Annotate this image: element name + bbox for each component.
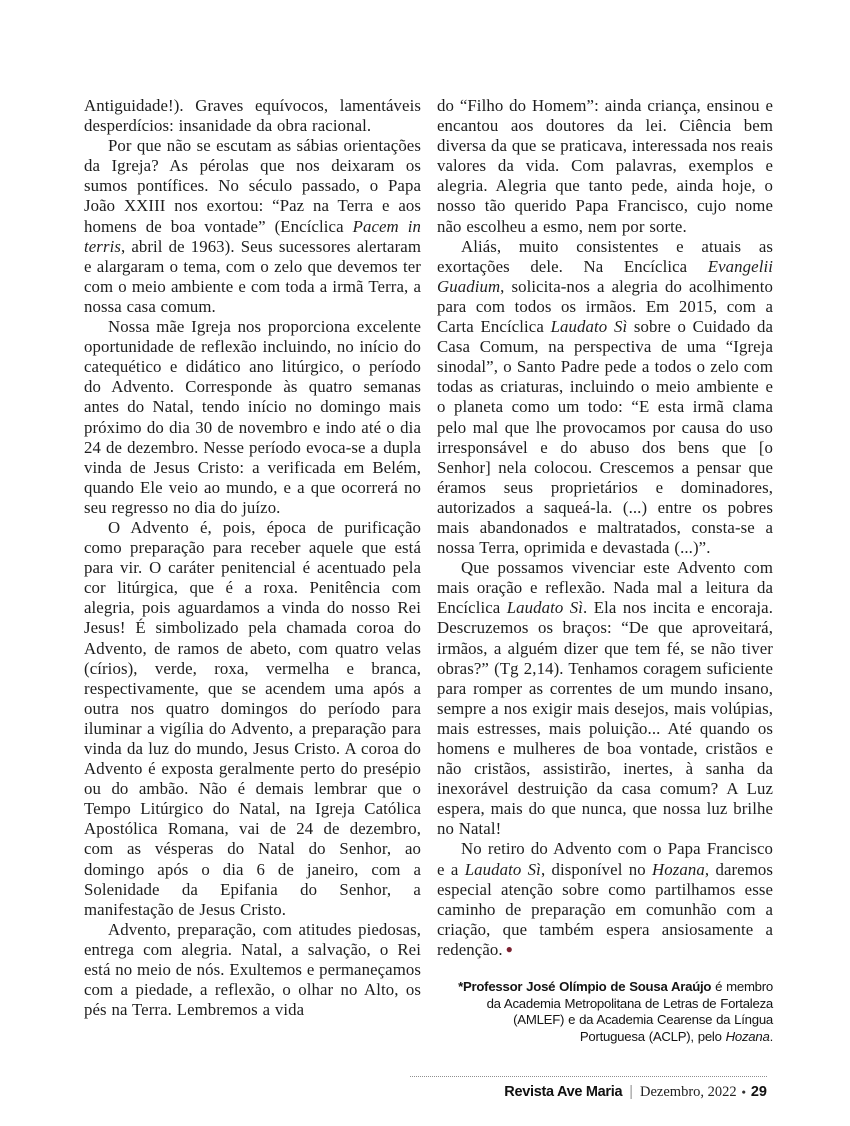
text-run: Hozana (725, 1028, 770, 1044)
text-run: . Ela nos incita e encoraja. Descruzemos os braços: “De que aproveitará, irmãos, a alguém dizer que tem fé, se não tiver obras?” (Tg 2,14). Tenhamos coragem suficiente para romper as correntes de um mundo insano, sempre a nos exigir mais desejos, mais volúpias, mais estresses, mais poluição... Até quando os homens e mulheres de boa vontade, cristãos e não cristãos, assistirão, inertes, à sanha da inexorável destruição da casa comum? A Luz espera, mais do que nunca, que nossa luz brilhe no Natal! (437, 598, 773, 839)
right-column-paragraphs (437, 96, 773, 961)
paragraph (437, 839, 773, 961)
paragraph (437, 237, 773, 559)
text-run: Pacem in terris (84, 216, 421, 256)
text-run: *Professor José Olímpio de Sousa Araújo (458, 979, 712, 995)
author-footnote (437, 979, 773, 1045)
paragraph (437, 558, 773, 839)
footer-dot: • (741, 1085, 746, 1099)
text-run: Evangelii Guadium (437, 256, 773, 296)
text-run: Laudato Sì (550, 317, 628, 337)
footer-separator: | (629, 1084, 634, 1100)
paragraph (84, 518, 421, 920)
magazine-name: Revista Ave Maria (504, 1084, 623, 1100)
text-run: Aliás, muito consistentes e atuais as exortações dele. Na Encíclica (437, 236, 773, 276)
end-dot: ● (505, 942, 514, 957)
page-number: 29 (750, 1084, 767, 1100)
paragraph (84, 317, 421, 518)
text-run: No retiro do Advento com o Papa Francisco e a (437, 839, 773, 879)
page-footer (410, 1084, 767, 1101)
paragraph (437, 96, 773, 237)
text-run: do “Filho do Homem”: ainda criança, ensinou e encantou aos doutores da lei. Ciência bem diversa da que se praticava, interessada nos reais valores da vida. Com palavras, exemplos e alegria. Alegria que tanto pede, ainda hoje, o nosso tão querido Papa Francisco, cujo nome não escolheu a esmo, nem por sorte. (437, 96, 773, 236)
text-run: , daremos especial atenção sobre como partilhamos esse caminho de preparação em comunhão com a criação, que também espera ansiosamente a redenção. (437, 859, 774, 959)
text-run: sobre o Cuidado da Casa Comum, na perspectiva de uma “Igreja sinodal”, o Santo Padre pede a todos o zelo com todas as criaturas, incluindo o meio ambiente e o planeta como um todo: “E esta irmã clama pelo mal que lhe provocamos por causa do uso irresponsável e do abuso dos bens que [o Senhor] nela colocou. Crescemos a pensar que éramos seus proprietários e dominadores, autorizados a saqueá-la. (...) entre os pobres mais abandonados e maltratados, consta-se a nossa Terra, oprimida e devastada (...)”. (437, 317, 773, 558)
text-run: é membro da Academia Metropolitana de Letras de Fortaleza (AMLEF) e da Academia Cearense da Língua Portuguesa (ACLP), pelo (486, 979, 773, 1044)
text-run: , solicita-nos a alegria do acolhimento para com todos os irmãos. Em 2015, com a Carta Encíclica (437, 276, 773, 337)
text-run: . (769, 1028, 773, 1044)
paragraph (84, 96, 421, 136)
paragraph (84, 136, 421, 317)
article-right-column (437, 96, 773, 1045)
text-run: Nossa mãe Igreja nos proporciona excelente oportunidade de reflexão incluindo, no início do catequético e didático ano litúrgico, o período do Advento. Corresponde às quatro semanas antes do Natal, tendo início no domingo mais próximo do dia 30 de novembro e indo até o dia 24 de dezembro. Nesse período evoca-se a dupla vinda de Jesus Cristo: a verificada em Belém, quando Ele veio ao mundo, e a que ocorrerá no seu regresso no dia do juízo. (84, 317, 421, 517)
text-run: Laudato Sì (464, 859, 541, 879)
text-run: Que possamos vivenciar este Advento com mais oração e reflexão. Nada mal a leitura da Encíclica (437, 558, 773, 618)
text-run: Advento, preparação, com atitudes piedosas, entrega com alegria. Natal, a salvação, o Rei está no meio de nós. Exultemos e permaneçamos com a piedade, a reflexão, o olhar no Alto, os pés na Terra. Lembremos a vida (84, 919, 422, 1020)
text-run: , disponível no (540, 859, 653, 879)
issue-date: Dezembro, 2022 (640, 1084, 737, 1100)
text-run: , abril de 1963). Seus sucessores alertaram e alargaram o tema, com o zelo que devemos ter com o meio ambiente e com toda a irmã Terra, a nossa casa comum. (84, 236, 421, 316)
footer-divider (410, 1076, 767, 1077)
text-run: Por que não se escutam as sábias orientações da Igreja? As pérolas que nos deixaram os sumos pontífices. No século passado, o Papa João XXIII nos exortou: “Paz na Terra e aos homens de boa vontade” (Encíclica (84, 136, 421, 236)
text-run: Antiguidade!). Graves equívocos, lamentáveis desperdícios: insanidade da obra racional. (84, 96, 421, 136)
text-run: O Advento é, pois, época de purificação como preparação para receber aquele que está para vir. O caráter penitencial é acentuado pela cor litúrgica, que é a roxa. Penitência com alegria, pois aguardamos a vinda do nosso Rei Jesus! É simbolizado pela chamada coroa do Advento, de ramos de abeto, com quatro velas (círios), verde, roxa, vermelha e branca, respectivamente, que se acendem uma após a outra nos quatro domingos do período para iluminar a vigília do Advento, a preparação para vinda da luz do mundo, Jesus Cristo. A coroa do Advento é exposta geralmente perto do presépio ou do ambão. Não é demais lembrar que o Tempo Litúrgico do Natal, na Igreja Católica Apostólica Romana, vai de 24 de dezembro, com as vésperas do Natal do Senhor, ao domingo após o dia 6 de janeiro, com a Solenidade da Epifania do Senhor, a manifestação de Jesus Cristo. (84, 517, 421, 919)
article-left-column (84, 96, 421, 1020)
text-run: Hozana (652, 859, 705, 879)
paragraph (84, 920, 421, 1020)
text-run: Laudato Sì (506, 598, 584, 618)
